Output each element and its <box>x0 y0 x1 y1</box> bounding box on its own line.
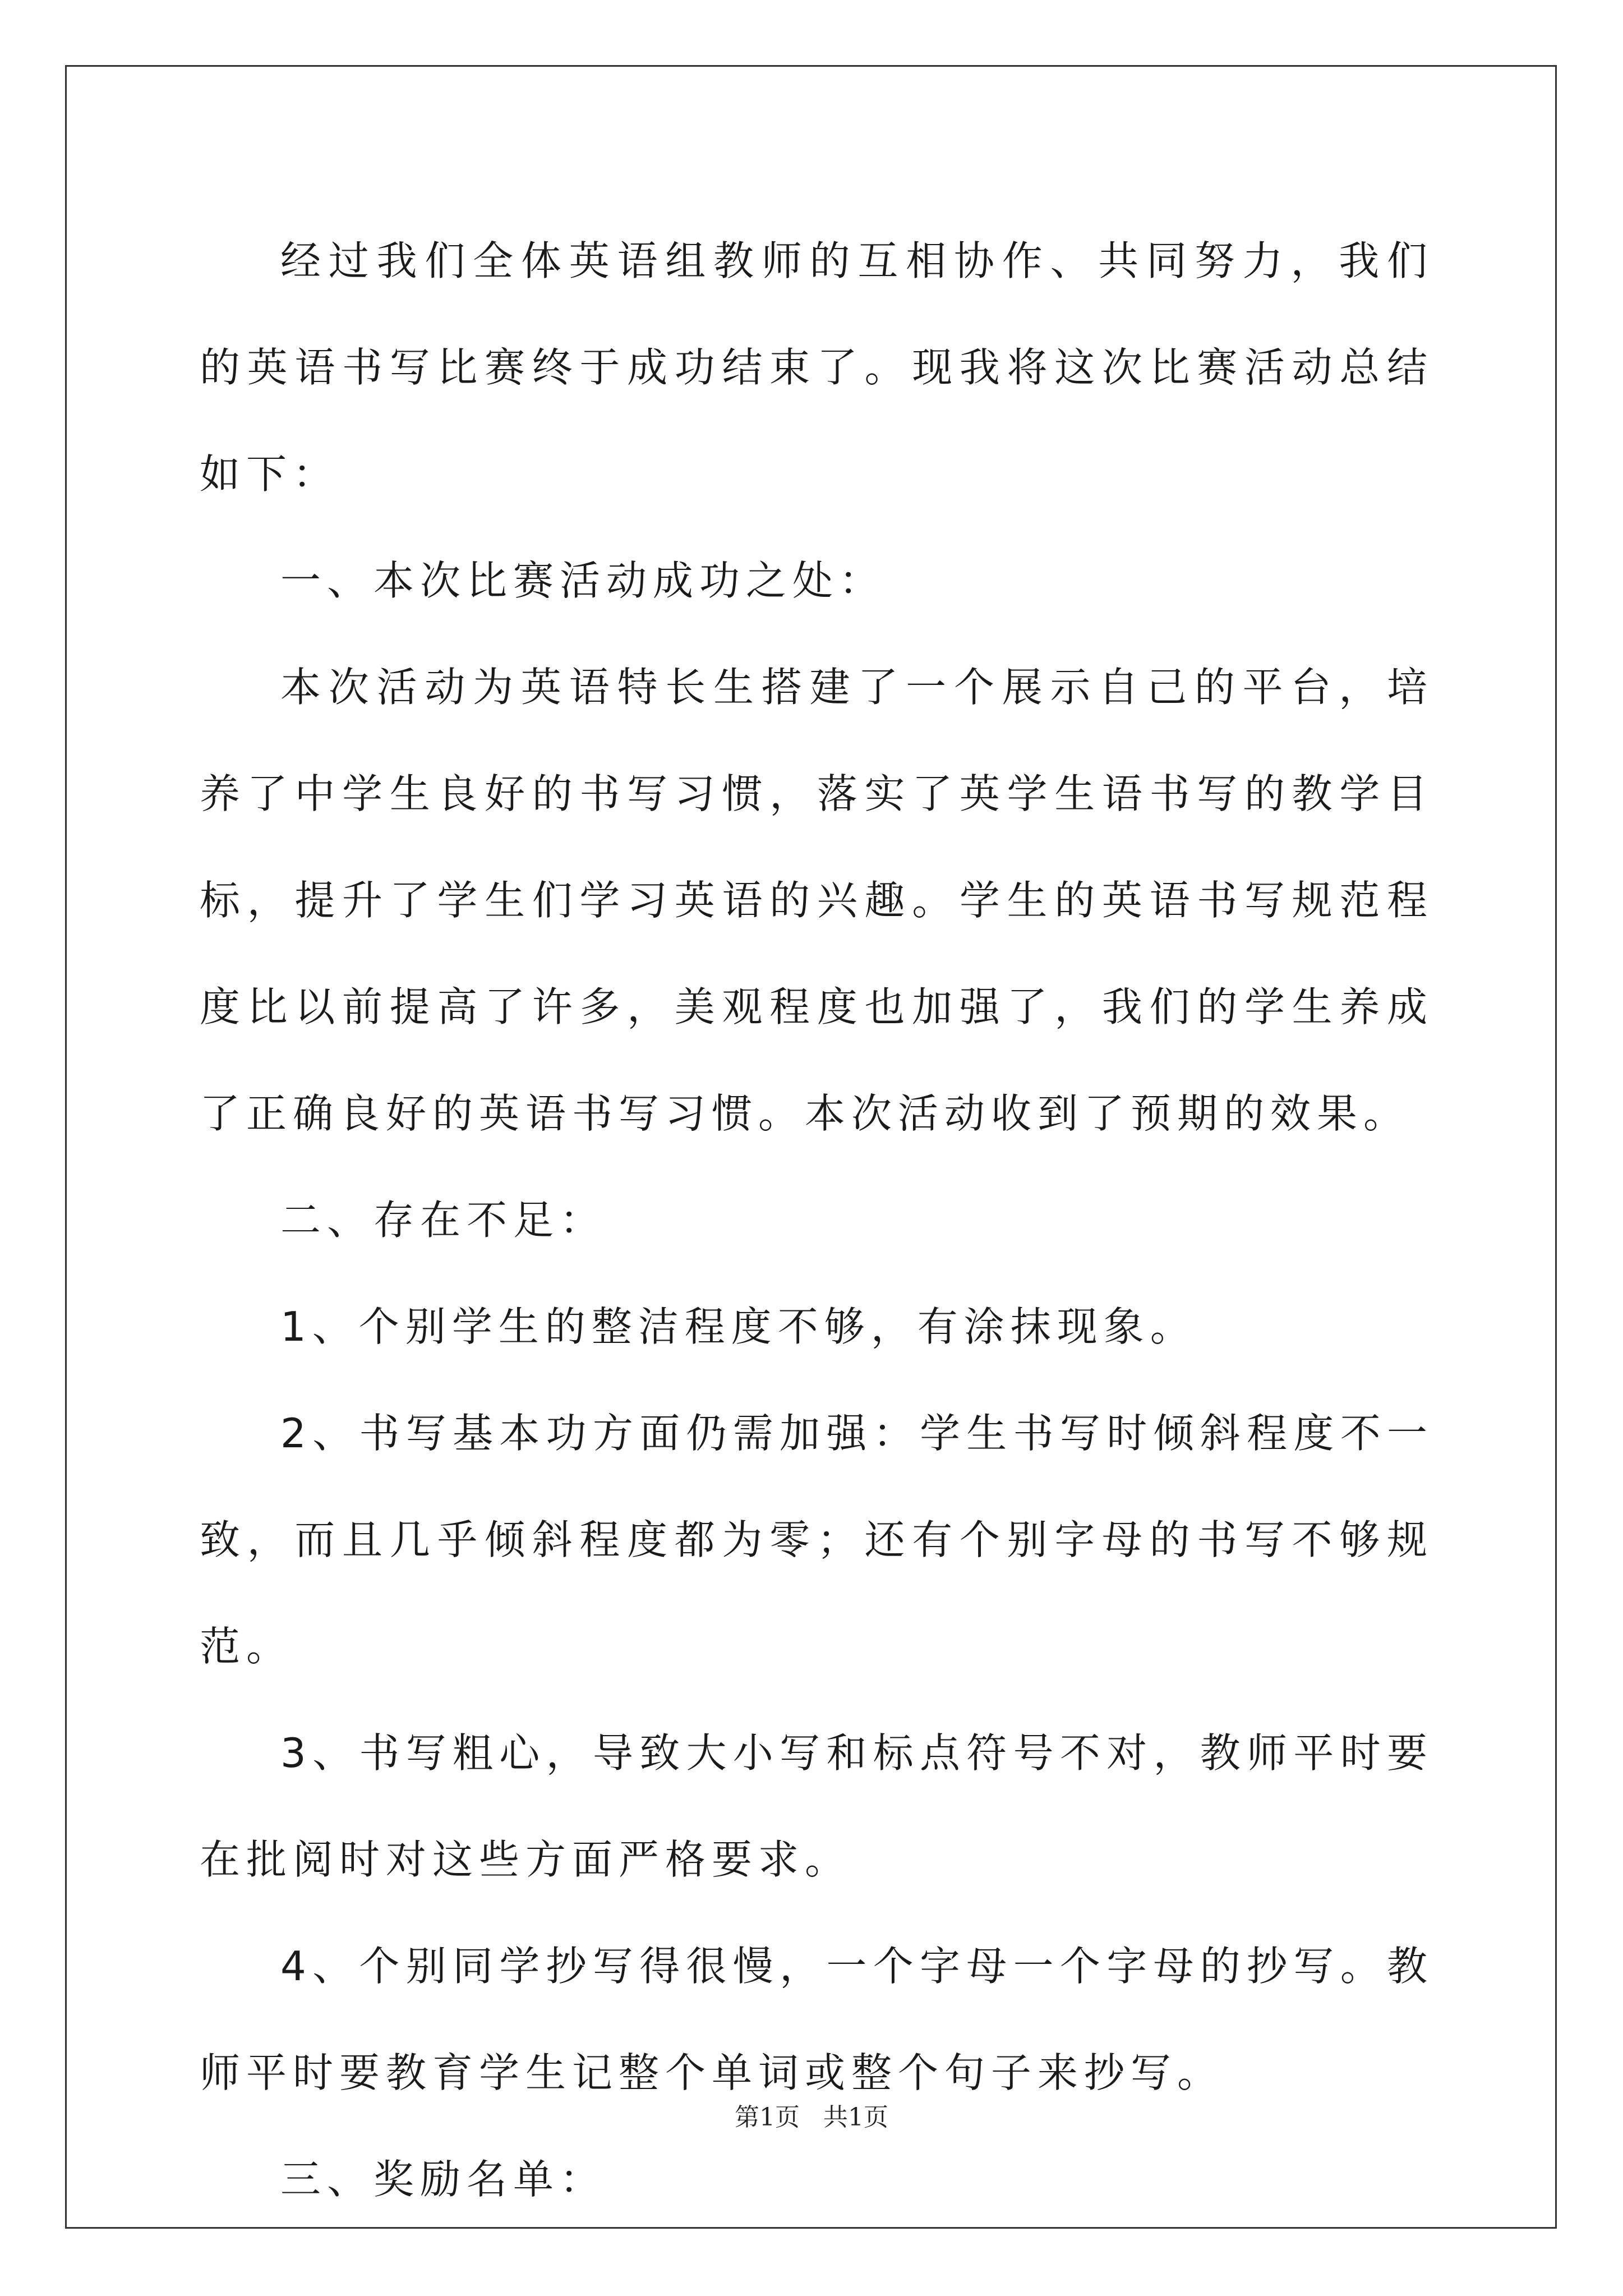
paragraph-success: 本次活动为英语特长生搭建了一个展示自己的平台，培养了中学生良好的书写习惯，落实了英学生语书写的教学目标，提升了学生们学习英语的兴趣。学生的英语书写规范程度比以前提高了许多，美观程度也加强了，我们的学生养成了正确良好的英语书写习惯。本次活动收到了预期的效果。 <box>200 664 1433 1137</box>
list-item-shortcoming-3: 3、书写粗心，导致大小写和标点符号不对，教师平时要在批阅时对这些方面严格要求。 <box>200 1729 1433 1883</box>
list-item-shortcoming-2: 2、书写基本功方面仍需加强：学生书写时倾斜程度不一致，而且几乎倾斜程度都为零；还有个别字母的书写不够规范。 <box>200 1410 1433 1670</box>
paragraph-intro: 经过我们全体英语组教师的互相协作、共同努力，我们的英语书写比赛终于成功结束了。现我将这次比赛活动总结如下： <box>200 237 1433 498</box>
list-item-shortcoming-1: 1、个别学生的整洁程度不够，有涂抹现象。 <box>280 1303 1197 1350</box>
page-number: 第1页 共1页 <box>735 2103 888 2132</box>
heading-section-2: 二、存在不足： <box>280 1197 607 1244</box>
document-body <box>200 208 1433 2233</box>
heading-section-1: 一、本次比赛活动成功之处： <box>280 557 886 604</box>
list-item-shortcoming-4: 4、个别同学抄写得很慢，一个字母一个字母的抄写。教师平时要教育学生记整个单词或整个句子来抄写。 <box>200 1943 1433 2096</box>
heading-section-3: 三、奖励名单： <box>280 2156 607 2203</box>
